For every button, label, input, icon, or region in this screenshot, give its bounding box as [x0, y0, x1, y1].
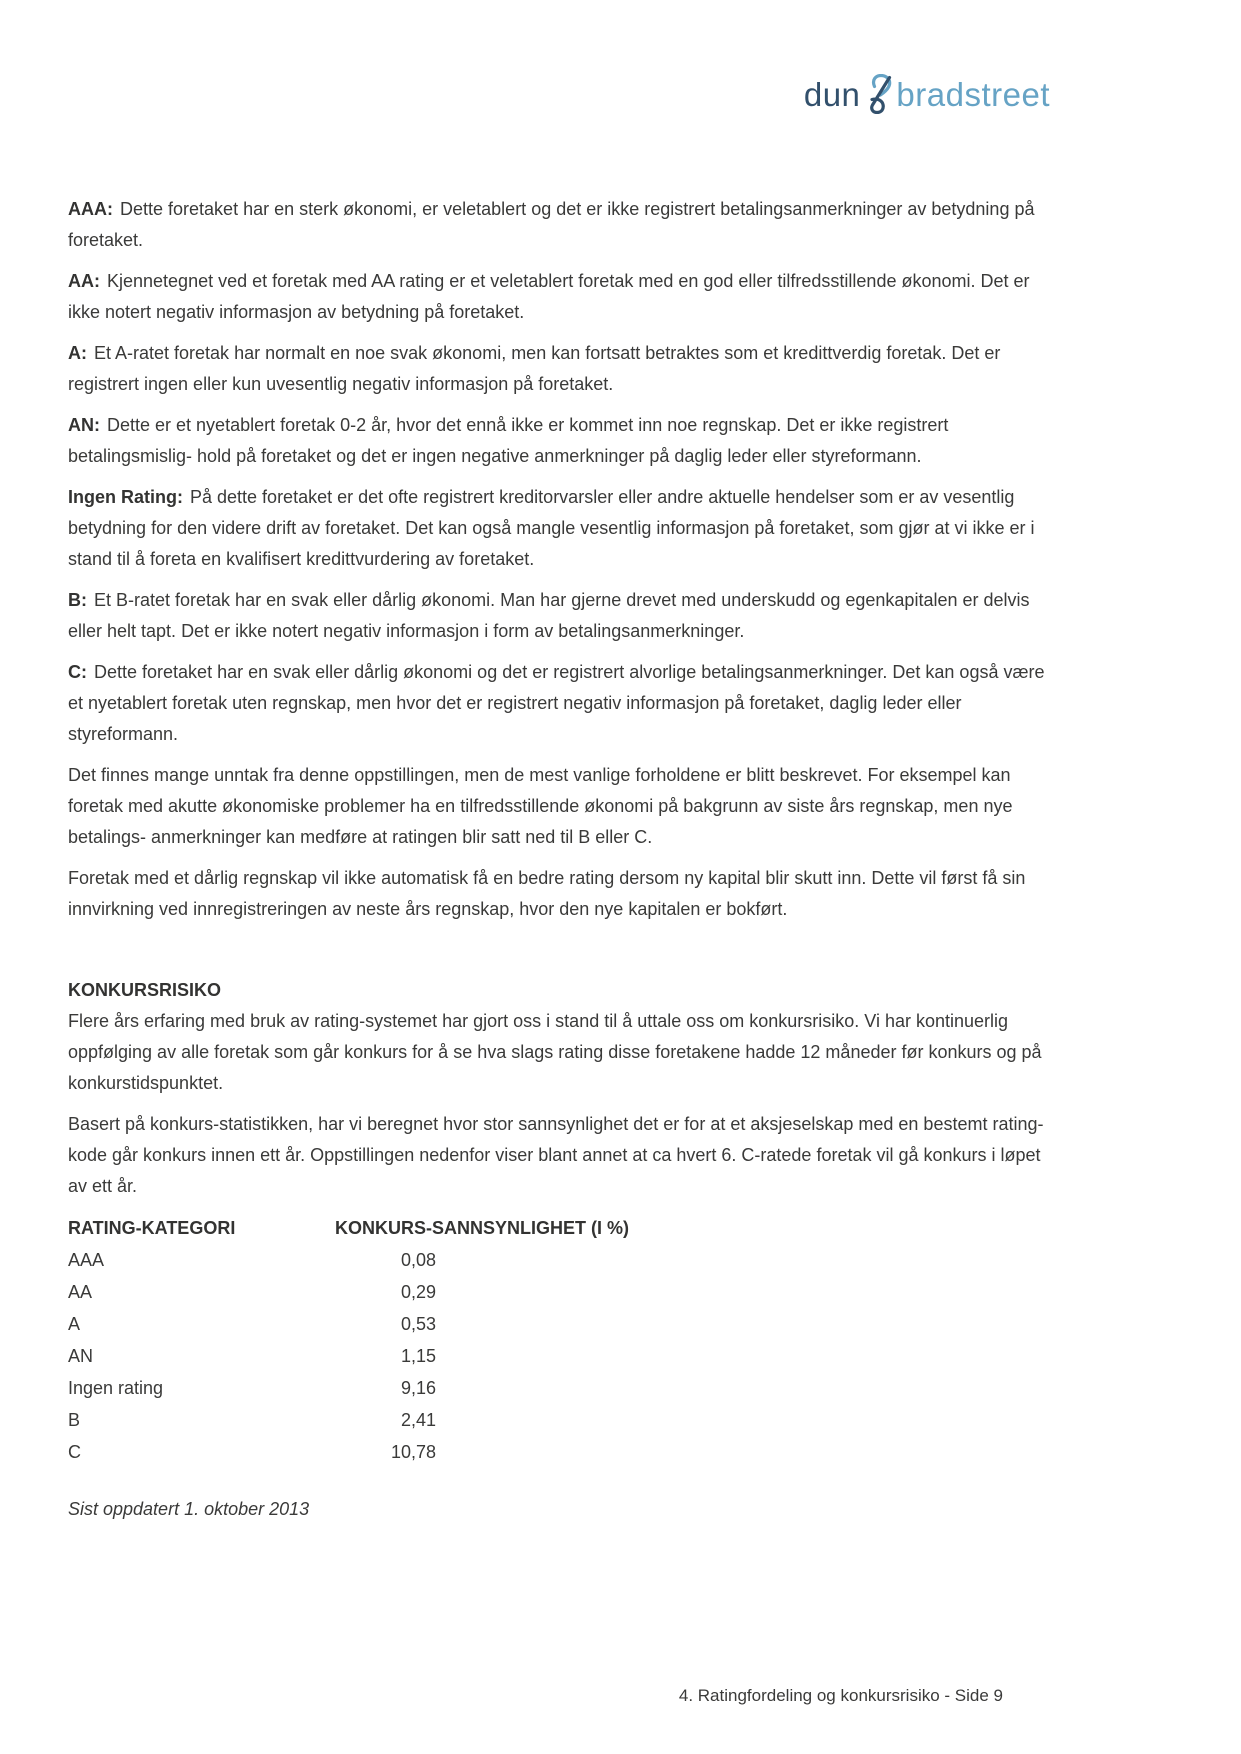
- rating-probability-table: [68, 1212, 1050, 1468]
- paragraph-rating-b: [68, 585, 1050, 647]
- page-footer: 4. Ratingfordeling og konkursrisiko - Side 9: [678, 1686, 1003, 1705]
- dun-bradstreet-logo: [804, 74, 1050, 116]
- table-cell-category: AN: [68, 1346, 94, 1366]
- table-cell-category: Ingen rating: [68, 1378, 164, 1398]
- rating-label-aa: AA:: [68, 271, 100, 291]
- table-cell-category: AA: [68, 1282, 93, 1302]
- rating-text-aaa: Dette foretaket har en sterk økonomi, er veletablert og det er ikke registrert betalingsanmerkninger av betydning på foretaket.: [68, 199, 1035, 250]
- rating-text-a: Et A-ratet foretak har normalt en noe svak økonomi, men kan fortsatt betraktes som et kredittverdig foretak. Det er registrert ingen eller kun uvesentlig negativ informasjon på foretaket.: [68, 343, 1001, 394]
- table-cell-category: A: [68, 1314, 81, 1334]
- paragraph-rating-aa: [68, 266, 1050, 328]
- table-cell-probability: 1,15: [400, 1346, 436, 1366]
- rating-text-c: Dette foretaket har en svak eller dårlig økonomi og det er registrert alvorlige betalingsanmerkninger. Det kan også være et nyetablert foretak uten regnskap, men hvor det er registrert negativ informasjon på foretaket, daglig leder eller styreformann.: [68, 662, 1045, 744]
- logo-text-bradstreet: bradstreet: [896, 76, 1050, 113]
- table-cell-category: AAA: [68, 1250, 105, 1270]
- paragraph-konkursrisiko-1: Flere års erfaring med bruk av rating-systemet har gjort oss i stand til å uttale oss om konkursrisiko. Vi har kontinuerlig oppfølging av alle foretak som går konkurs for å se hva slags rating disse foretakene hadde 12 måneder før konkurs og på konkurstidspunktet.: [68, 1011, 1042, 1093]
- table-cell-probability: 0,08: [400, 1250, 436, 1270]
- paragraph-konkursrisiko-2: Basert på konkurs-statistikken, har vi beregnet hvor stor sannsynlighet det er for at et aksjeselskap med en bestemt rating-kode går konkurs innen ett år. Oppstillingen nedenfor viser blant annet at ca hvert 6. C-ratede foretak vil gå konkurs i løpet av ett år.: [68, 1114, 1044, 1196]
- paragraph-rating-ingen: [68, 482, 1050, 575]
- paragraph-rating-a: [68, 338, 1050, 400]
- paragraph-rating-an: [68, 410, 1050, 472]
- paragraph-exceptions-note: Det finnes mange unntak fra denne oppstillingen, men de mest vanlige forholdene er blitt beskrevet. For eksempel kan foretak med akutte økonomiske problemer ha en tilfredsstillende økonomi på bakgrunn av siste års regnskap, men nye betalings- anmerkninger kan medføre at ratingen blir satt ned til B eller C.: [68, 765, 1013, 847]
- paragraph-rating-c: [68, 657, 1050, 750]
- table-cell-category: C: [68, 1442, 81, 1462]
- rating-label-aaa: AAA:: [68, 199, 113, 219]
- table-cell-probability: 2,41: [400, 1410, 436, 1430]
- table-cell-category: B: [68, 1410, 81, 1430]
- paragraph-rating-aaa: [68, 194, 1050, 256]
- rating-label-c: C:: [68, 662, 87, 682]
- rating-label-ingen: Ingen Rating:: [68, 487, 183, 507]
- rating-label-b: B:: [68, 590, 87, 610]
- rating-text-an: Dette er et nyetablert foretak 0-2 år, hvor det ennå ikke er kommet inn noe regnskap. Det er ikke registrert betalingsmislig- hold på foretaket og det er ingen negative anmerkninger på daglig leder eller styreformann.: [68, 415, 949, 466]
- logo-text-dun: dun: [803, 76, 861, 113]
- paragraph-capital-note: Foretak med et dårlig regnskap vil ikke automatisk få en bedre rating dersom ny kapital blir skutt inn. Dette vil først få sin innvirkning ved innregistreringen av neste års regnskap, hvor den nye kapitalen er bokført.: [68, 868, 1026, 919]
- logo-ampersand-icon: [864, 74, 894, 114]
- document-body: [68, 194, 1050, 1525]
- rating-label-an: AN:: [68, 415, 100, 435]
- rating-label-a: A:: [68, 343, 87, 363]
- table-header-rating-category: RATING-KATEGORI: [68, 1218, 236, 1238]
- last-updated-note: Sist oppdatert 1. oktober 2013: [68, 1499, 310, 1519]
- table-cell-probability: 0,53: [400, 1314, 436, 1334]
- table-cell-probability: 0,29: [400, 1282, 436, 1302]
- rating-text-b: Et B-ratet foretak har en svak eller dårlig økonomi. Man har gjerne drevet med underskudd og egenkapitalen er delvis eller helt tapt. Det er ikke notert negativ informasjon i form av betalingsanmerkninger.: [68, 590, 1030, 641]
- section-heading-konkursrisiko: KONKURSRISIKO: [68, 980, 222, 1000]
- rating-text-ingen: På dette foretaket er det ofte registrert kreditorvarsler eller andre aktuelle hendelser som er av vesentlig betydning for den videre drift av foretaket. Det kan også mangle vesentlig informasjon på foretaket, som gjør at vi ikke er i stand til å foreta en kvalifisert kredittvurdering av foretaket.: [68, 487, 1035, 569]
- table-cell-probability: 10,78: [390, 1442, 436, 1462]
- table-cell-probability: 9,16: [400, 1378, 436, 1398]
- rating-text-aa: Kjennetegnet ved et foretak med AA rating er et veletablert foretak med en god eller tilfredsstillende økonomi. Det er ikke notert negativ informasjon av betydning på foretaket.: [68, 271, 1030, 322]
- table-header-probability: KONKURS-SANNSYNLIGHET (I %): [335, 1218, 630, 1238]
